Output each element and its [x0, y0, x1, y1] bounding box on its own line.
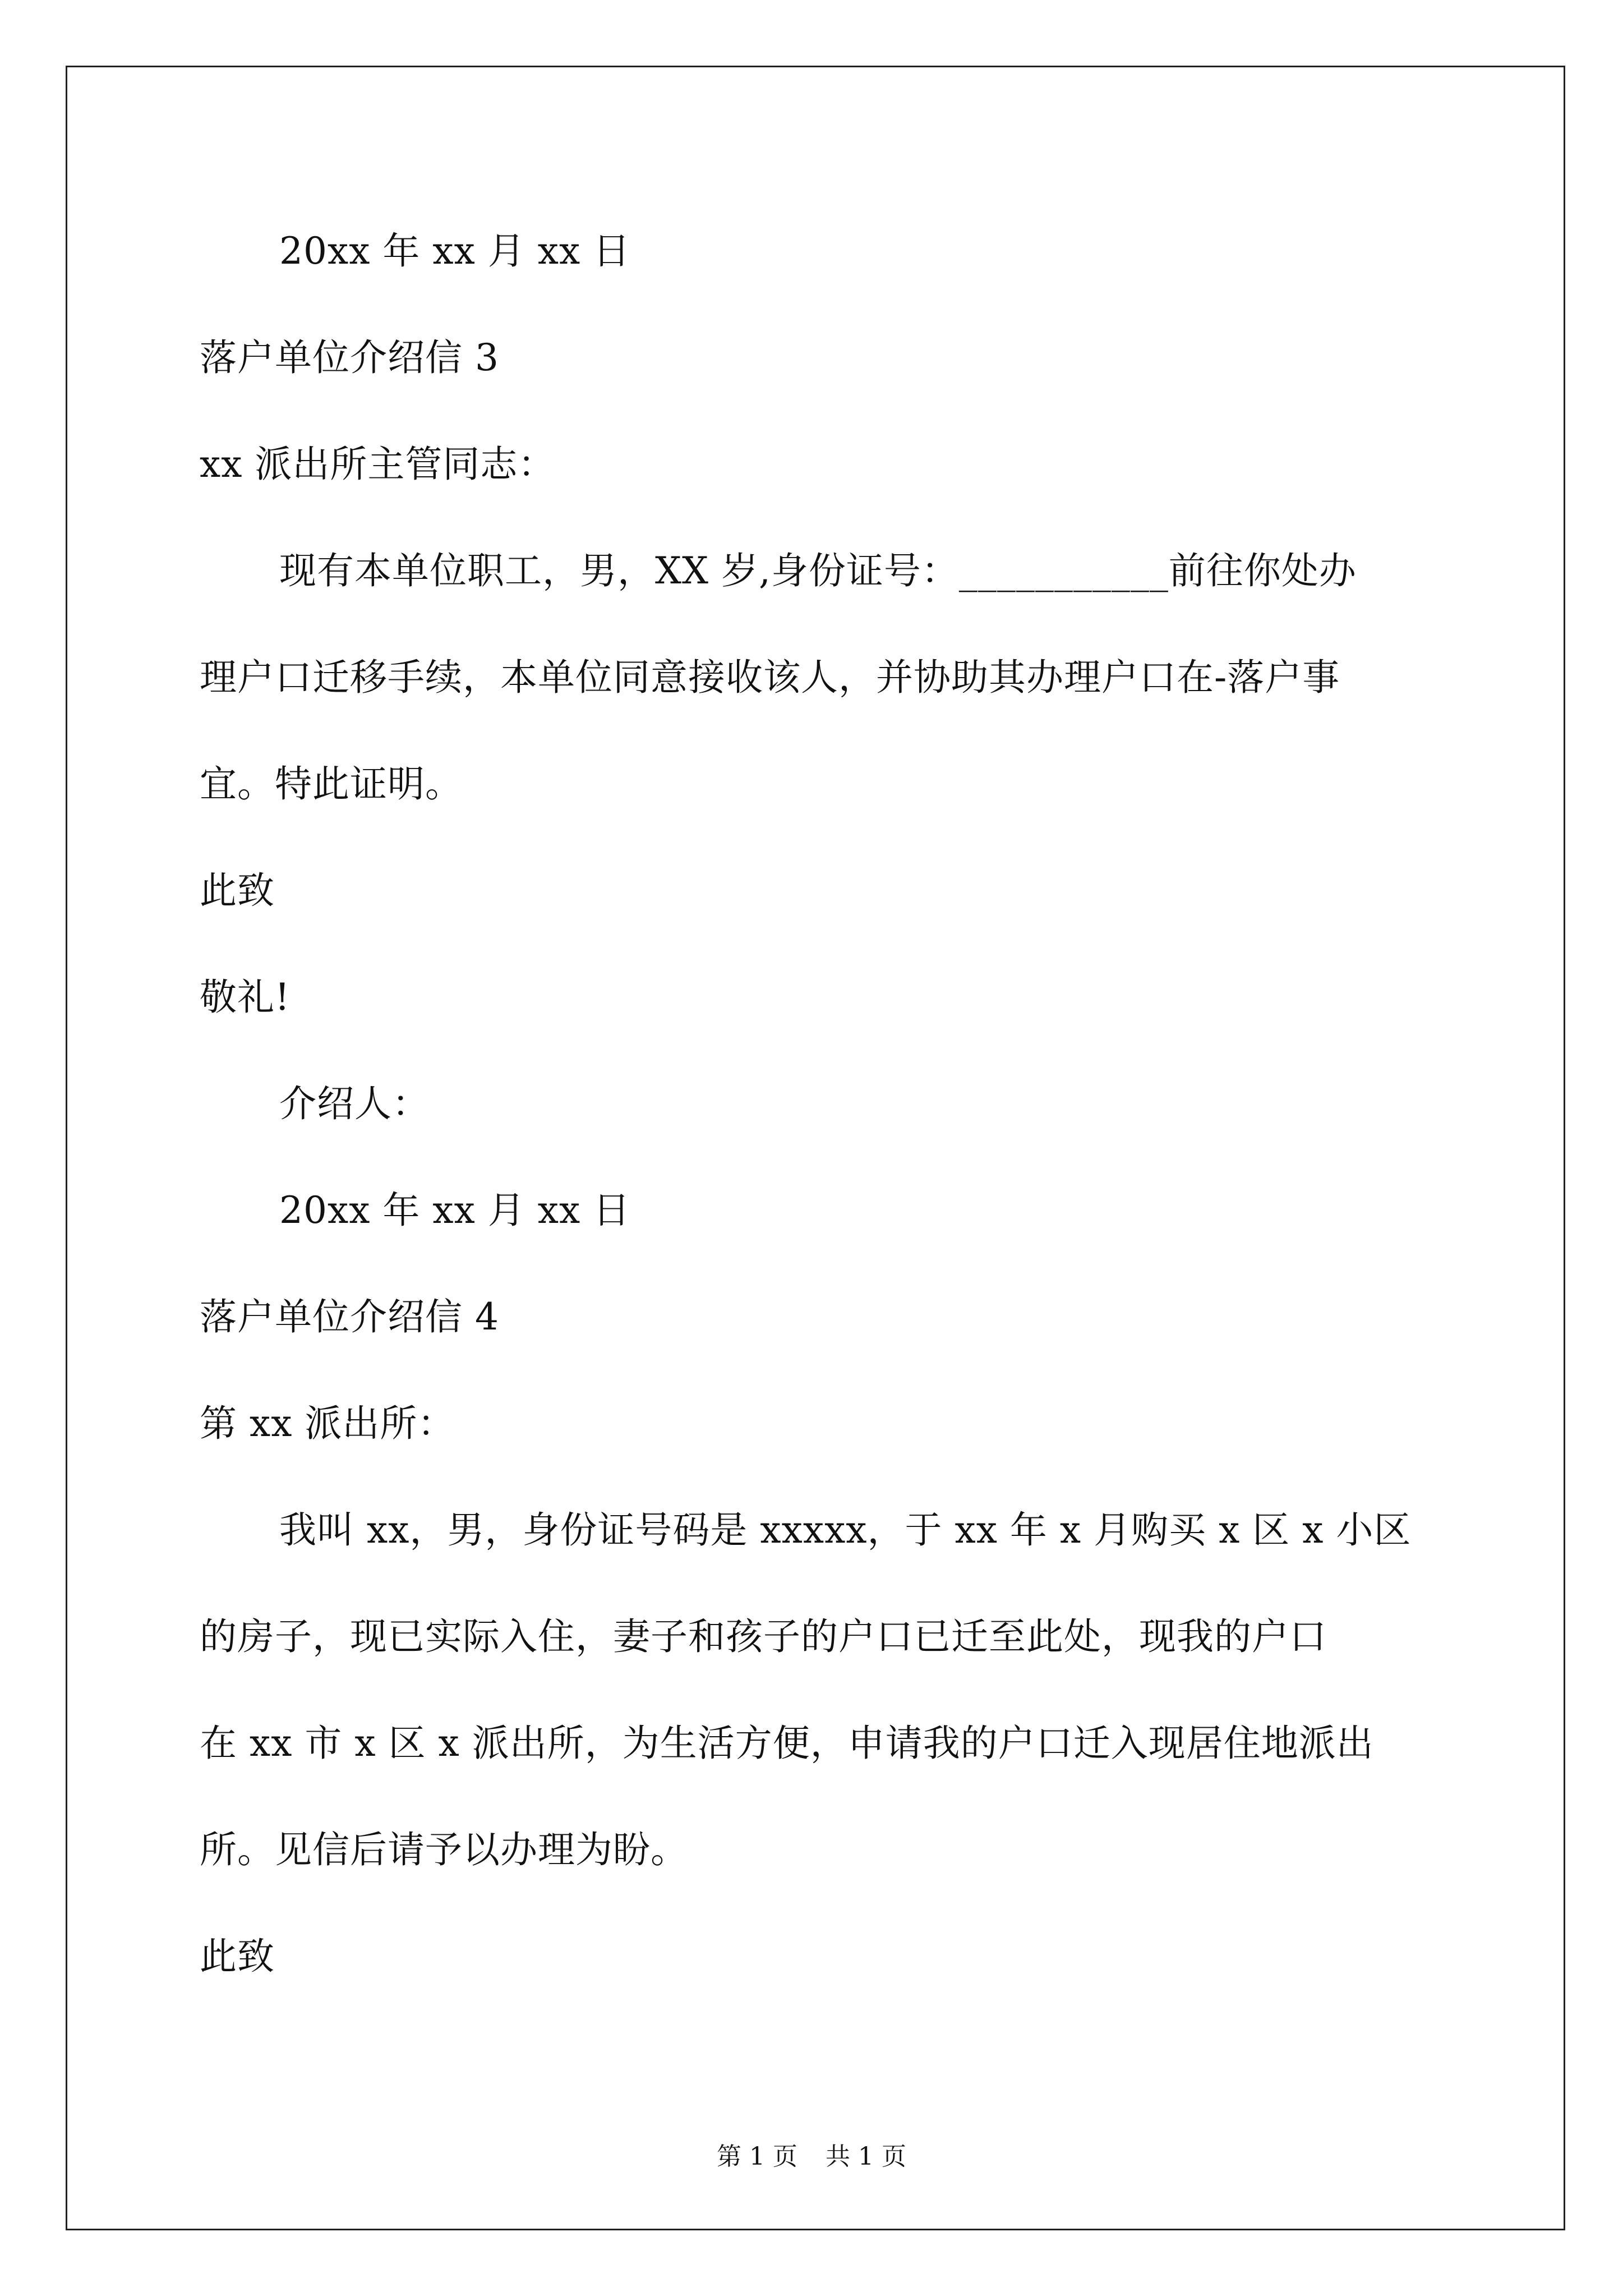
body-line-4: 我叫 xx，男，身份证号码是 xxxxx，于 xx 年 x 月购买 x 区 x 小区	[279, 1508, 1412, 1552]
salutation-1: xx 派出所主管同志：	[200, 443, 556, 486]
body-line-3: 宜。特此证明。	[200, 762, 463, 806]
closing-line-2: 此致	[200, 1935, 275, 1978]
body-line-2: 理户口迁移手续，本单位同意接收该人，并协助其办理户口在-落户事	[200, 656, 1340, 699]
section-title-3: 落户单位介绍信 3	[200, 336, 499, 379]
salutation-2: 第 xx 派出所：	[200, 1402, 455, 1445]
body-line-6: 在 xx 市 x 区 x 派出所，为生活方便，申请我的户口迁入现居住地派出	[200, 1722, 1374, 1765]
body-line-5: 的房子，现已实际入住，妻子和孩子的户口已迁至此处，现我的户口	[200, 1615, 1327, 1658]
body-line-1: 现有本单位职工，男，XX 岁,身份证号：___________前往你处办	[279, 549, 1357, 592]
page-frame	[66, 66, 1565, 2230]
closing-line-1: 此致	[200, 869, 275, 912]
section-title-4: 落户单位介绍信 4	[200, 1295, 499, 1338]
regards-line: 敬礼!	[200, 976, 291, 1019]
page-number-total: 共 1 页	[826, 2142, 906, 2171]
page-number-current: 第 1 页	[717, 2142, 797, 2171]
date-line-1: 20xx 年 xx 月 xx 日	[279, 229, 631, 273]
date-line-2: 20xx 年 xx 月 xx 日	[279, 1189, 631, 1232]
body-line-7: 所。见信后请予以办理为盼。	[200, 1828, 688, 1871]
page-footer	[0, 2141, 1623, 2173]
introducer-line: 介绍人：	[279, 1082, 430, 1125]
